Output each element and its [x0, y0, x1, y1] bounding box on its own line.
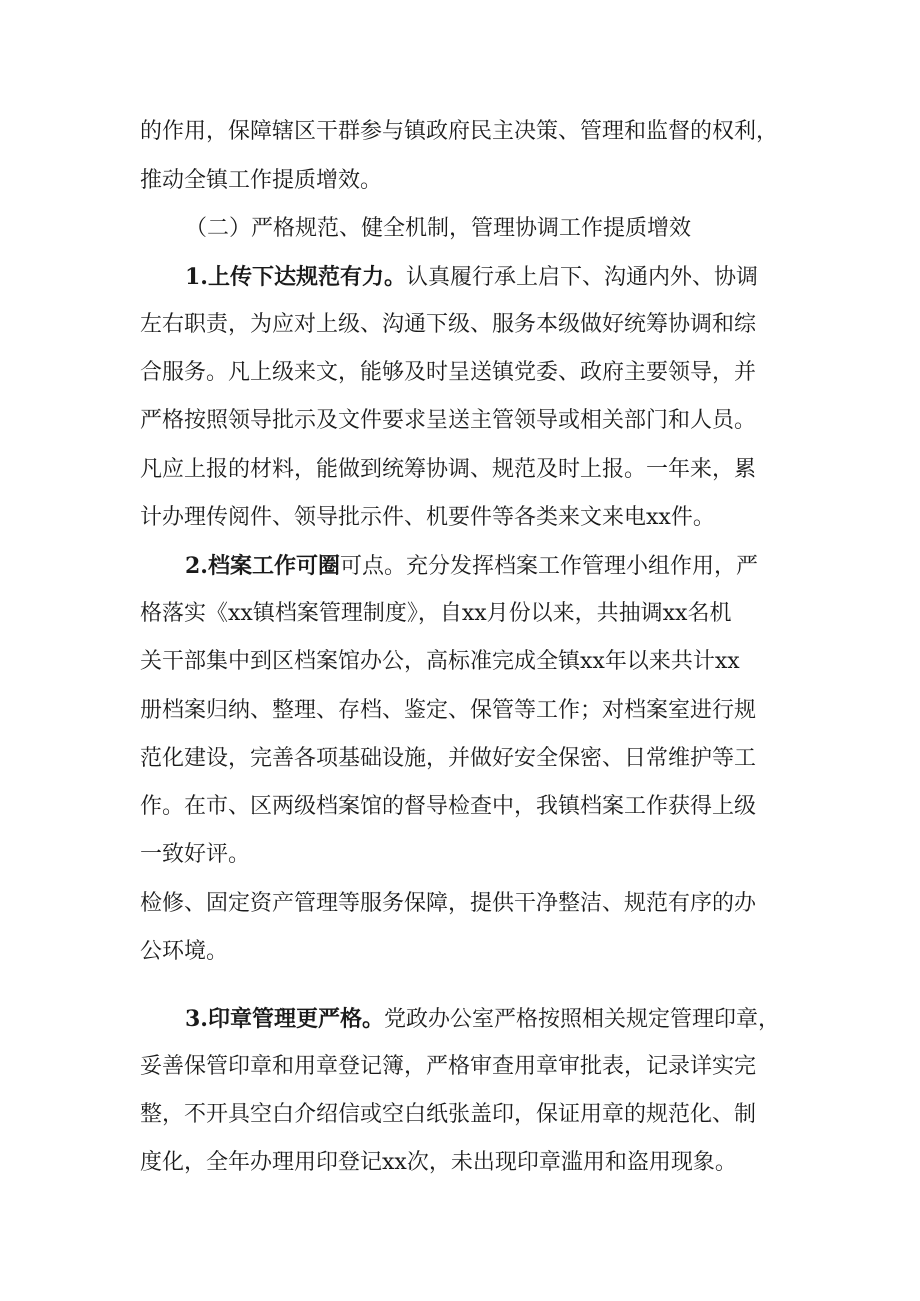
item3-line-2: 妥善保管印章和用章登记簿，严格审查用章审批表，记录详实完 — [140, 1054, 757, 1079]
item3-line-1-text: 党政办公室严格按照相关规定管理印章， — [383, 1007, 780, 1032]
item2-line-3: 关干部集中到区档案馆办公，高标准完成全镇xx年以来共计xx — [140, 649, 740, 674]
item2-line-1-text: 可点。充分发挥档案工作管理小组作用，严 — [339, 554, 758, 579]
item3-line-1 — [185, 1004, 780, 1034]
item1-line-4: 严格按照领导批示及文件要求呈送主管领导或相关部门和人员。 — [140, 408, 757, 433]
intro-line-2: 推动全镇工作提质增效。 — [140, 168, 383, 193]
item3-title: 3.印章管理更严格。 — [185, 1006, 384, 1032]
item1-line-3: 合服务。凡上级来文，能够及时呈送镇党委、政府主要领导，并 — [140, 360, 757, 385]
section-heading: （二）严格规范、健全机制，管理协调工作提质增效 — [185, 216, 692, 241]
item1-line-1-text: 认真履行承上启下、沟通内外、协调 — [405, 265, 758, 290]
item1-line-5: 凡应上报的材料，能做到统筹协调、规范及时上报。一年来，累 — [140, 457, 757, 482]
item2-line-4: 册档案归纳、整理、存档、鉴定、保管等工作；对档案室进行规 — [140, 698, 757, 723]
item2-line-2: 格落实《xx镇档案管理制度》，自xx月份以来，共抽调xx名机 — [140, 601, 732, 626]
item2-line-5: 范化建设，完善各项基础设施，并做好安全保密、日常维护等工 — [140, 746, 757, 771]
item2-title: 2.档案工作可圈 — [185, 553, 340, 579]
fragment-line-2: 公环境。 — [140, 939, 229, 964]
item2-line-6: 作。在市、区两级档案馆的督导检查中，我镇档案工作获得上级 — [140, 794, 757, 819]
intro-line-1: 的作用，保障辖区干群参与镇政府民主决策、管理和监督的权利， — [140, 119, 779, 144]
item1-title: 1.上传下达规范有力。 — [185, 264, 406, 290]
item1-line-1 — [185, 262, 758, 292]
item1-line-2: 左右职责，为应对上级、沟通下级、服务本级做好统筹协调和综 — [140, 312, 757, 337]
item3-line-4: 度化，全年办理用印登记xx次，未出现印章滥用和盗用现象。 — [140, 1150, 737, 1175]
fragment-line-1: 检修、固定资产管理等服务保障，提供干净整洁、规范有序的办 — [140, 891, 757, 916]
item2-line-1 — [185, 551, 758, 581]
item2-line-7: 一致好评。 — [140, 842, 251, 867]
item1-line-6: 计办理传阅件、领导批示件、机要件等各类来文来电xx件。 — [140, 505, 715, 530]
item3-line-3: 整，不开具空白介绍信或空白纸张盖印，保证用章的规范化、制 — [140, 1102, 757, 1127]
